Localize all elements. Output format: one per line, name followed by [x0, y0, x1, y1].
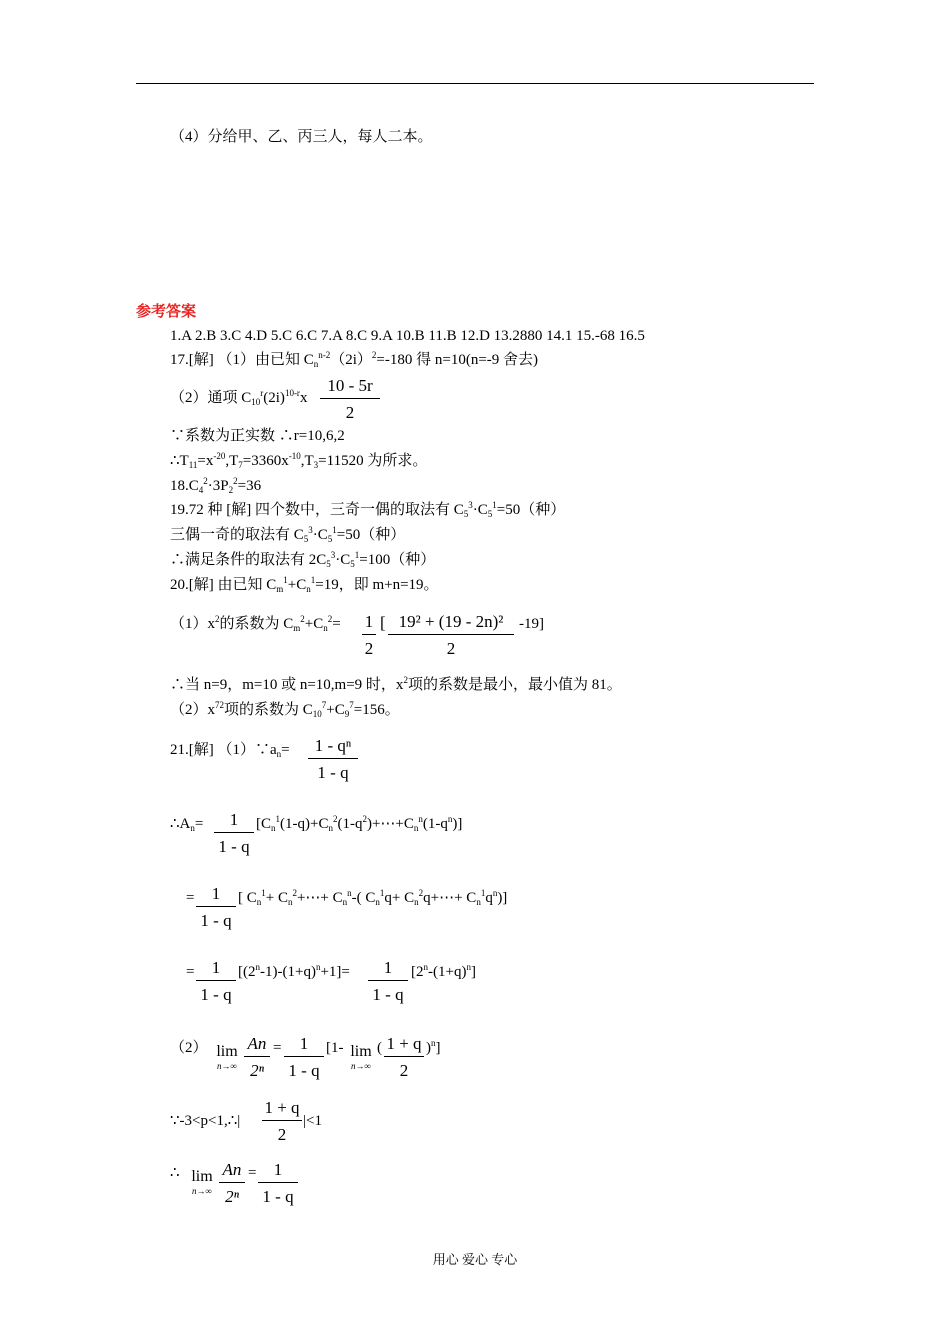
s20-line1: 20.[解] 由已知 $C_m^1+C_n^1=19$，即 m+n=19。 [170, 575, 439, 594]
s20-bigfrac: $\frac{\text{19² + (19 - 2n)²}}{2}$ [388, 612, 514, 659]
s21-A-line3-bracket: $[(2^n-1)-(1+q)^n+1]=$ [238, 962, 350, 980]
s21-A-line2-bracket: [ $C_n^1+$ $C_n^2+\cdots+ C_n^n-$( $C_n^1q+$ $C_n^2q+\cdots+ C_n^1q^n$)] [238, 888, 508, 907]
s20-line2-end: -19] [519, 616, 544, 632]
s18-line: $18.C_4^2\cdot 3P_2^2=36$ [170, 476, 262, 495]
s21-condition: ∵-3<p<1,∴| [170, 1113, 241, 1129]
s21-bracket-1: [1- [326, 1040, 344, 1056]
s21-q-fraction-1: $\frac{1 + q}{2}$ [384, 1034, 424, 1081]
s21-paren-open: ( [377, 1040, 382, 1056]
s19-line1: 19.72 种 [解] 四个数中，三奇一偶的取法有 $C_5^3\cdot C_5^1=50$（种） [170, 500, 566, 519]
s19-line2: 三偶一奇的取法有 $C_5^3\cdot C_5^1=50$（种） [170, 525, 406, 544]
section-title: 参考答案 [136, 304, 197, 320]
s20-line4: $(2)x^{72}$项的系数为 $C_{10}^7+C_9^7=156$。 [170, 700, 400, 719]
s21-An-fraction-1: $\frac{An}{\text{2ⁿ}}$ [244, 1034, 270, 1081]
s17-fraction: $\frac{10 - 5r}{2}$ [320, 376, 380, 423]
s20-half: $\frac{1}{2}$ [362, 612, 376, 659]
s21-paren-close: )$^n$] [426, 1038, 441, 1056]
s20-line3: ∴当 n=9，m=10 或 n=10,m=9 时，$x^2$项的系数是最小，最小值为 81。 [170, 675, 622, 693]
s21-eq-3: = [248, 1165, 257, 1181]
s21-A-line1: $\therefore A_n=$ [170, 816, 204, 833]
s21-part2-label: （2） [170, 1040, 208, 1056]
s20-line2: $(1)x^2$的系数为 $C_m^2+C_n^2=$ [170, 614, 341, 633]
s21-lim-1: lim n→∞ [216, 1043, 238, 1071]
s21-lim-3: lim n→∞ [191, 1168, 213, 1196]
s21-A-line3-end: $[2^n-(1+q)^n]$ [411, 962, 476, 980]
s21-q-fraction-2: $\frac{1 + q}{2}$ [262, 1098, 302, 1145]
s21-A3-fraction: $\frac{1}{1 - q}$ [196, 958, 236, 1005]
s21-condition-end: |<1 [303, 1113, 322, 1129]
page-footer: 用心 爱心 专心 [432, 1252, 518, 1267]
s21-lim-2: lim n→∞ [350, 1043, 372, 1071]
header-rule [136, 83, 814, 84]
s21-line1: 21.[解] $(1)\because a_n=$ [170, 742, 290, 759]
s21-A1-fraction: $\frac{1}{1 - q}$ [214, 810, 254, 857]
s17-line4: $\therefore T_{11}=x^{-20},T_7=3360x^{-10},T_3=11520$ 为所求。 [170, 451, 428, 470]
s21-A2-fraction: $\frac{1}{1 - q}$ [196, 884, 236, 931]
s17-line2: （2）通项 $C_{10}^r(2i)^{10-r}x$ [170, 388, 308, 407]
s21-A-line1-bracket: $[C_n^1(1-q)+C_n^2(1-q^2)+\cdots+C_n^n(1-q^n)]$ [256, 814, 463, 833]
s21-A3b-fraction: $\frac{1}{1 - q}$ [368, 958, 408, 1005]
answers-line: 1.A 2.B 3.C 4.D 5.C 6.C 7.A 8.C 9.A 10.B 11.B 12.D 13.2880 14.1 15.-68 16.5 [170, 328, 645, 344]
s21-therefore: ∴ [170, 1165, 180, 1181]
s21-A-line2: = [186, 890, 195, 906]
s17-line1: 17.[解] （1）由已知 $C_n^{n-2}(2i)^2=-180$ 得 n=10(n=-9 舍去) [170, 350, 539, 369]
s19-line3: ∴满足条件的取法有 $2C_5^3\cdot C_5^1=100$（种） [170, 550, 436, 569]
s21-A-line3: = [186, 964, 195, 980]
s17-line3: ∵系数为正实数 ∴r=10,6,2 [170, 428, 345, 444]
s21-an-fraction: $\frac{\text{1 - qⁿ}}{1 - q}$ [308, 736, 358, 783]
question-4: （4）分给甲、乙、丙三人，每人二本。 [170, 129, 433, 145]
s21-final-fraction: $\frac{1}{1 - q}$ [258, 1160, 298, 1207]
s21-An-fraction-2: $\frac{An}{\text{2ⁿ}}$ [219, 1160, 245, 1207]
s21-eq-1: = [273, 1040, 282, 1056]
s20-bracket: [ [380, 613, 386, 632]
s21-lim-frac-1: $\frac{1}{1 - q}$ [284, 1034, 324, 1081]
